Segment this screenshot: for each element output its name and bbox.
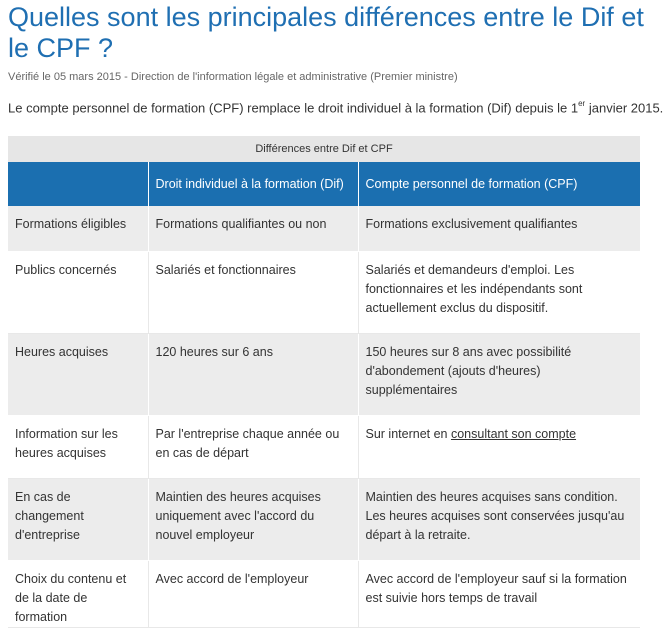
cpf-cell: 150 heures sur 8 ans avec possibilité d'abondement (ajouts d'heures) supplémentaires [358, 333, 640, 415]
row-label: Publics concernés [8, 251, 148, 333]
table-row [8, 251, 640, 333]
row-label: Heures acquises [8, 333, 148, 415]
table-caption: Différences entre Dif et CPF [8, 136, 640, 162]
cpf-cell: Salariés et demandeurs d'emploi. Les fonctionnaires et les indépendants sont actuellement exclus du dispositif. [358, 251, 640, 333]
consult-account-link[interactable]: consultant son compte [450, 426, 577, 441]
cpf-cell: Avec accord de l'employeur sauf si la formation est suivie hors temps de travail [358, 560, 640, 627]
intro-superscript: er [578, 99, 586, 108]
row-label: Formations éligibles [8, 206, 148, 251]
row-label: Information sur les heures acquises [8, 415, 148, 478]
table-row [8, 478, 640, 560]
dif-cell: Formations qualifiantes ou non [148, 206, 358, 251]
header-dif: Droit individuel à la formation (Dif) [148, 162, 358, 206]
table-header-row [8, 162, 640, 206]
row-label: En cas de changement d'entreprise [8, 478, 148, 560]
table-row [8, 560, 640, 627]
table-row [8, 333, 640, 415]
cpf-cell [358, 415, 640, 478]
table-row [8, 206, 640, 251]
intro-paragraph [8, 100, 663, 115]
dif-cell: Par l'entreprise chaque année ou en cas de départ [148, 415, 358, 478]
dif-cell: Salariés et fonctionnaires [148, 251, 358, 333]
cpf-cell-text: Sur internet en [365, 426, 451, 441]
row-label: Choix du contenu et de la date de formation [8, 560, 148, 627]
comparison-table [8, 136, 640, 628]
verification-meta: Vérifié le 05 mars 2015 - Direction de l'information légale et administrative (Premier ministre) [8, 71, 458, 83]
header-cpf: Compte personnel de formation (CPF) [358, 162, 640, 206]
dif-cell: Maintien des heures acquises uniquement avec l'accord du nouvel employeur [148, 478, 358, 560]
dif-cell: Avec accord de l'employeur [148, 560, 358, 627]
header-empty [8, 162, 148, 206]
intro-text-start: Le compte personnel de formation (CPF) remplace le droit individuel à la formation (Dif) depuis le 1 [8, 100, 579, 116]
table-row [8, 415, 640, 478]
dif-cell: 120 heures sur 6 ans [148, 333, 358, 415]
intro-text-end: janvier 2015. [585, 100, 663, 116]
cpf-cell: Formations exclusivement qualifiantes [358, 206, 640, 251]
cpf-cell: Maintien des heures acquises sans condition. Les heures acquises sont conservées jusqu'au départ à la retraite. [358, 478, 640, 560]
page-title: Quelles sont les principales différences entre le Dif et le CPF ? [8, 2, 644, 63]
